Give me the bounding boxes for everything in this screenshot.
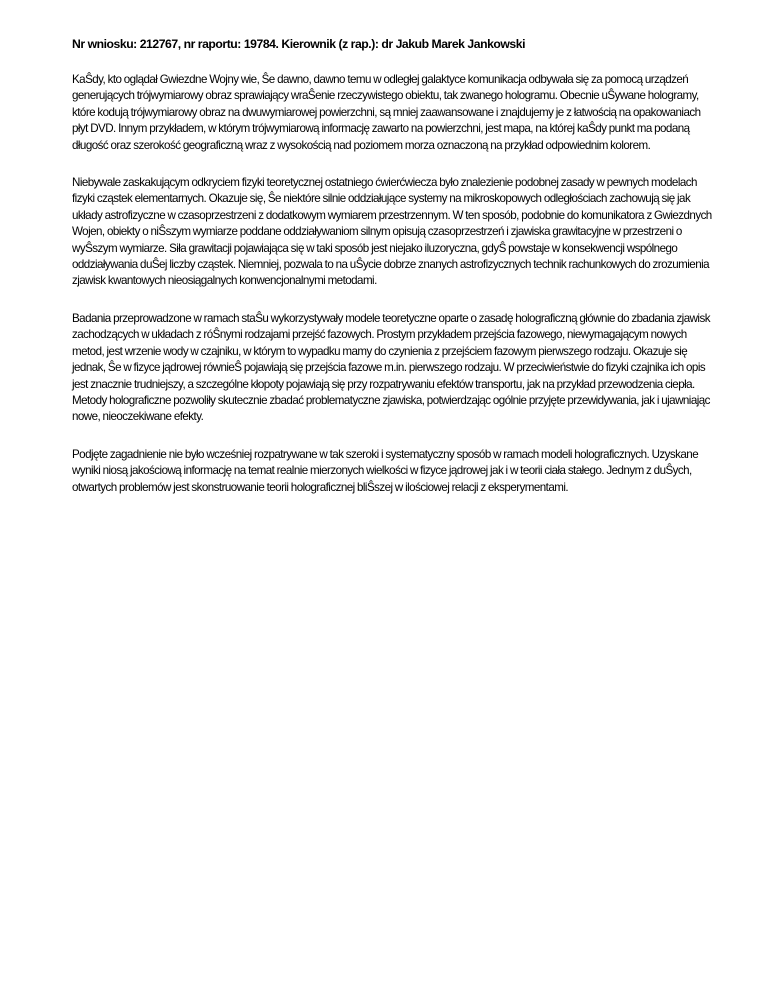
paragraph-holograms-intro: KaŜdy, kto oglądał Gwiezdne Wojny wie, Ŝe dawno, dawno temu w odległej galaktyce komunikacja odbywała się za pomocą urządzeń generujących trójwymiarowy obraz sprawiający wraŜenie rzeczywistego obiektu, tak zwanego hologramu. Obecnie uŜywane hologramy, które kodują trójwymiarowy obraz na dwuwymiarowej powierzchni, są mniej zaawansowane i znajdujemy je z łatwością na opakowaniach płyt DVD. Innym przykładem, w którym trójwymiarową informację zawarto na powierzchni, jest mapa, na której kaŜdy punkt ma podaną długość oraz szerokość geograficzną wraz z wysokością nad poziomem morza oznaczoną na przykład odpowiednim kolorem. <box>72 73 701 152</box>
paragraph-phase-transitions: Badania przeprowadzone w ramach staŜu wykorzystywały modele teoretyczne oparte o zasadę holograficzną głównie do zbadania zjawisk zachodzących w układach z róŜnymi rodzajami przejść fazowych. Prostym przykładem przejścia fazowego, niewymagającym nowych metod, jest wrzenie wody w czajniku, w którym to wypadku mamy do czynienia z przejściem fazowym pierwszego rodzaju. Okazuje się jednak, Ŝe w fizyce jądrowej równieŜ pojawiają się przejścia fazowe m.in. pierwszego rodzaju. W przeciwieństwie do fizyki czajnika ich opis jest znacznie trudniejszy, a szczególne kłopoty pojawiają się przy rozpatrywaniu efektów transportu, jak na przykład przewodzenia ciepła. Metody holograficzne pozwoliły skutecznie zbadać problematyczne zjawiska, potwierdzając ogólnie przyjęte przewidywania, jak i ujawniając nowe, nieoczekiwane efekty. <box>72 311 710 424</box>
paragraph-holographic-principle: Niebywale zaskakującym odkryciem fizyki teoretycznej ostatniego ćwierćwiecza było znalezienie podobnej zasady w pewnych modelach fizyki cząstek elementarnych. Okazuje się, Ŝe niektóre silnie oddziałujące systemy na mikroskopowych odległościach zachowują się jak układy astrofizyczne w czasoprzestrzeni z dodatkowym wymiarem przestrzennym. W ten sposób, podobnie do komunikatora z Gwiezdnych Wojen, obiekty o niŜszym wymiarze poddane oddziaływaniom silnym opisują czasoprzestrzeń i zjawiska grawitacyjne w przestrzeni o wyŜszym wymiarze. Siła grawitacji pojawiająca się w taki sposób jest niejako iluzoryczna, gdyŜ powstaje w konsekwencji wspólnego oddziaływania duŜej liczby cząstek. Niemniej, pozwala to na uŜycie dobrze znanych astrofizycznych technik rachunkowych do zrozumienia zjawisk kwantowych nieosiągalnych konwencjonalnymi metodami. <box>72 176 712 288</box>
report-header: Nr wniosku: 212767, nr raportu: 19784. Kierownik (z rap.): dr Jakub Marek Jankowski <box>72 37 526 51</box>
document-page <box>72 36 712 517</box>
paragraph-conclusions: Podjęte zagadnienie nie było wcześniej rozpatrywane w tak szeroki i systematyczny sposób w ramach modeli holograficznych. Uzyskane wyniki niosą jakościową informację na temat realnie mierzonych wielkości w fizyce jądrowej jak i w teorii ciała stałego. Jednym z duŜych, otwartych problemów jest skonstruowanie teorii holograficznej bliŜszej w ilościowej relacji z eksperymentami. <box>72 447 699 494</box>
